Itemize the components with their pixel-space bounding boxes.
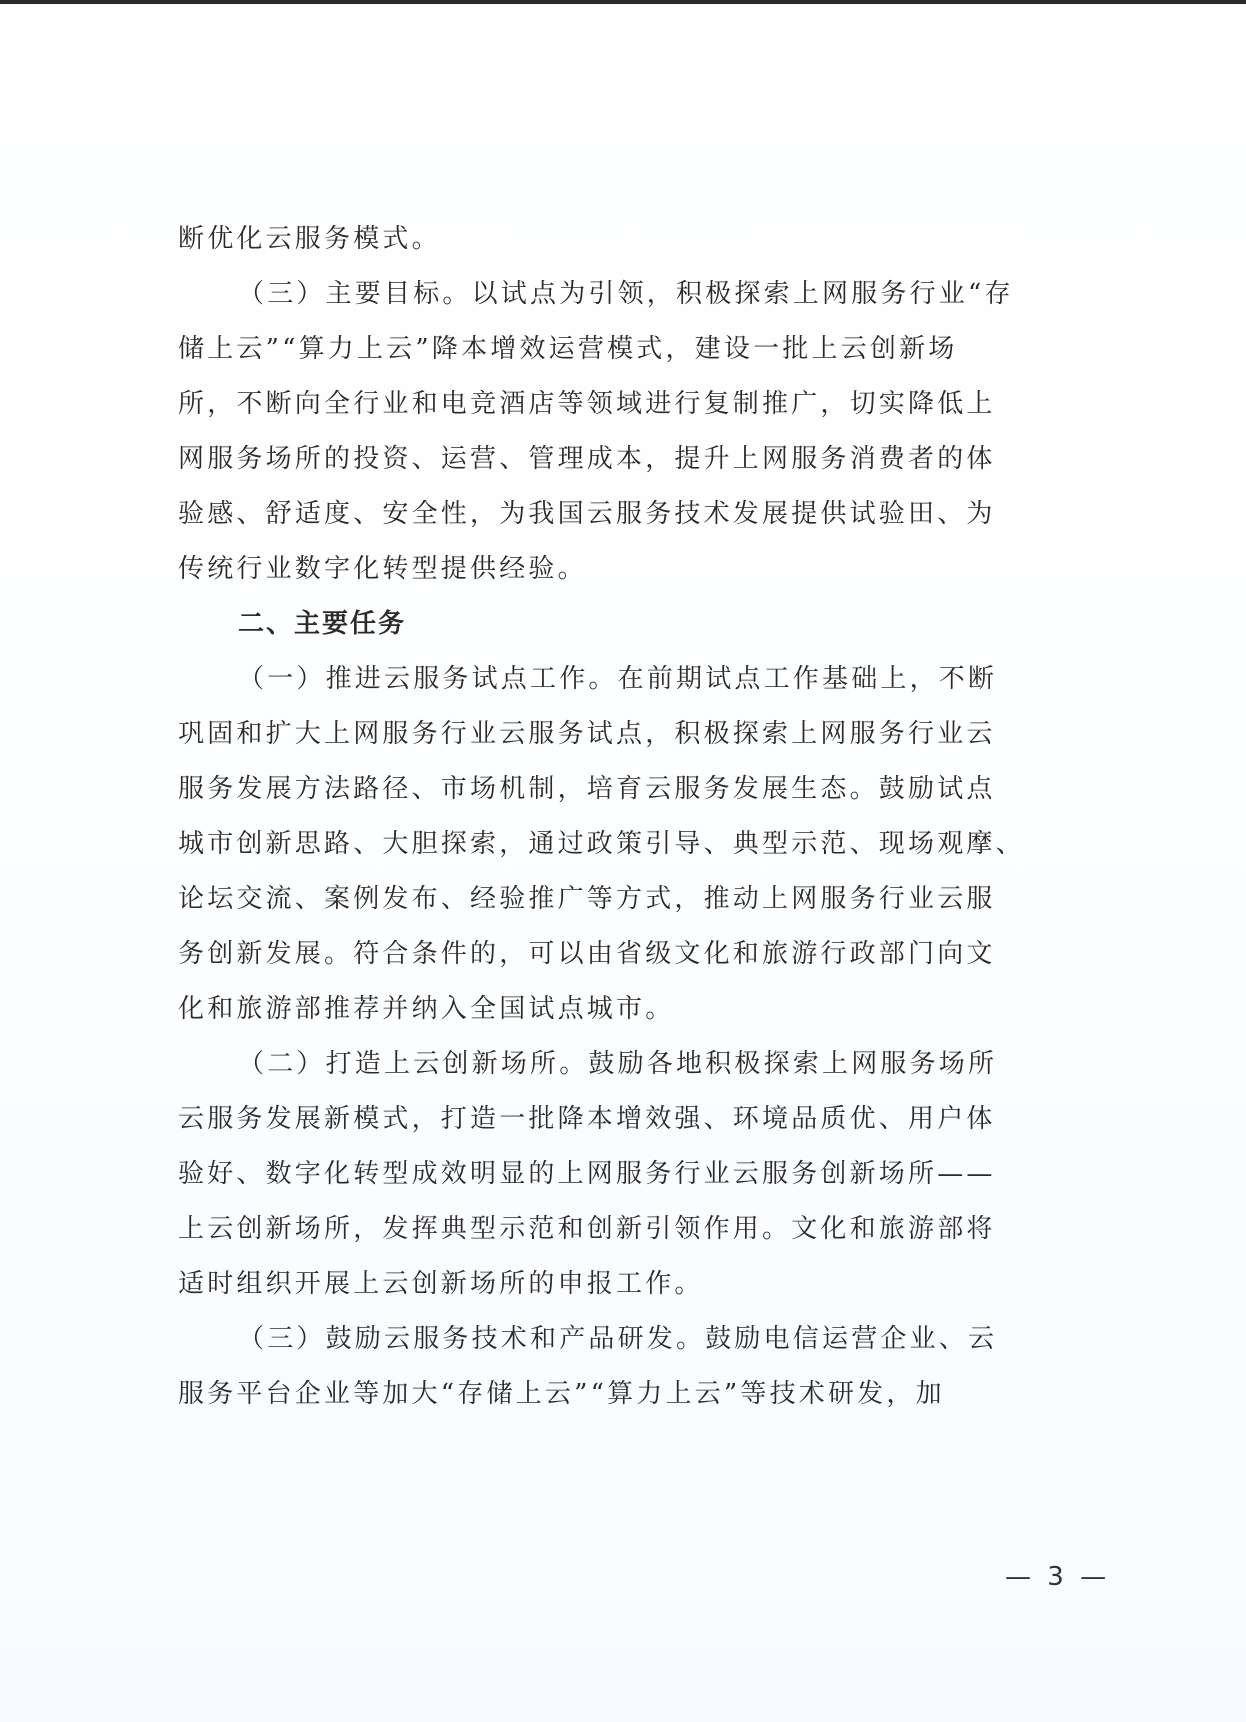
document-body xyxy=(178,212,1098,1422)
text-line: 储上云”“算力上云”降本增效运营模式，建设一批上云创新场 xyxy=(178,334,958,364)
text-line: 验好、数字化转型成效明显的上网服务行业云服务创新场所—— xyxy=(178,1159,996,1189)
text-line-task-1: （一）推进云服务试点工作。在前期试点工作基础上，不断 xyxy=(238,664,998,694)
text-line: 传统行业数字化转型提供经验。 xyxy=(178,554,587,584)
text-line: 断优化云服务模式。 xyxy=(178,224,441,254)
text-line: 上云创新场所，发挥典型示范和创新引领作用。文化和旅游部将 xyxy=(178,1214,996,1244)
text-line: 服务发展方法路径、市场机制，培育云服务发展生态。鼓励试点 xyxy=(178,774,996,804)
text-line: 论坛交流、案例发布、经验推广等方式，推动上网服务行业云服 xyxy=(178,884,996,914)
text-line-task-3: （三）鼓励云服务技术和产品研发。鼓励电信运营企业、云 xyxy=(238,1324,998,1354)
text-line: 服务平台企业等加大“存储上云”“算力上云”等技术研发，加 xyxy=(178,1379,945,1409)
scan-edge xyxy=(0,0,1246,4)
text-line: 所，不断向全行业和电竞酒店等领域进行复制推广，切实降低上 xyxy=(178,389,996,419)
text-line: 云服务发展新模式，打造一批降本增效强、环境品质优、用户体 xyxy=(178,1104,996,1134)
text-line: 适时组织开展上云创新场所的申报工作。 xyxy=(178,1269,704,1299)
text-line: 务创新发展。符合条件的，可以由省级文化和旅游行政部门向文 xyxy=(178,939,996,969)
text-line: 网服务场所的投资、运营、管理成本，提升上网服务消费者的体 xyxy=(178,444,996,474)
text-line-task-2: （二）打造上云创新场所。鼓励各地积极探索上网服务场所 xyxy=(238,1049,998,1079)
text-line: 化和旅游部推荐并纳入全国试点城市。 xyxy=(178,994,675,1024)
text-line: 城市创新思路、大胆探索，通过政策引导、典型示范、现场观摩、 xyxy=(178,829,1025,859)
text-line-section-goal: （三）主要目标。以试点为引领，积极探索上网服务行业“存 xyxy=(238,279,1014,309)
text-line: 巩固和扩大上网服务行业云服务试点，积极探索上网服务行业云 xyxy=(178,719,996,749)
text-line: 验感、舒适度、安全性，为我国云服务技术发展提供试验田、为 xyxy=(178,499,996,529)
section-heading: 二、主要任务 xyxy=(238,609,407,639)
page-number: — 3 — xyxy=(1005,1562,1111,1592)
